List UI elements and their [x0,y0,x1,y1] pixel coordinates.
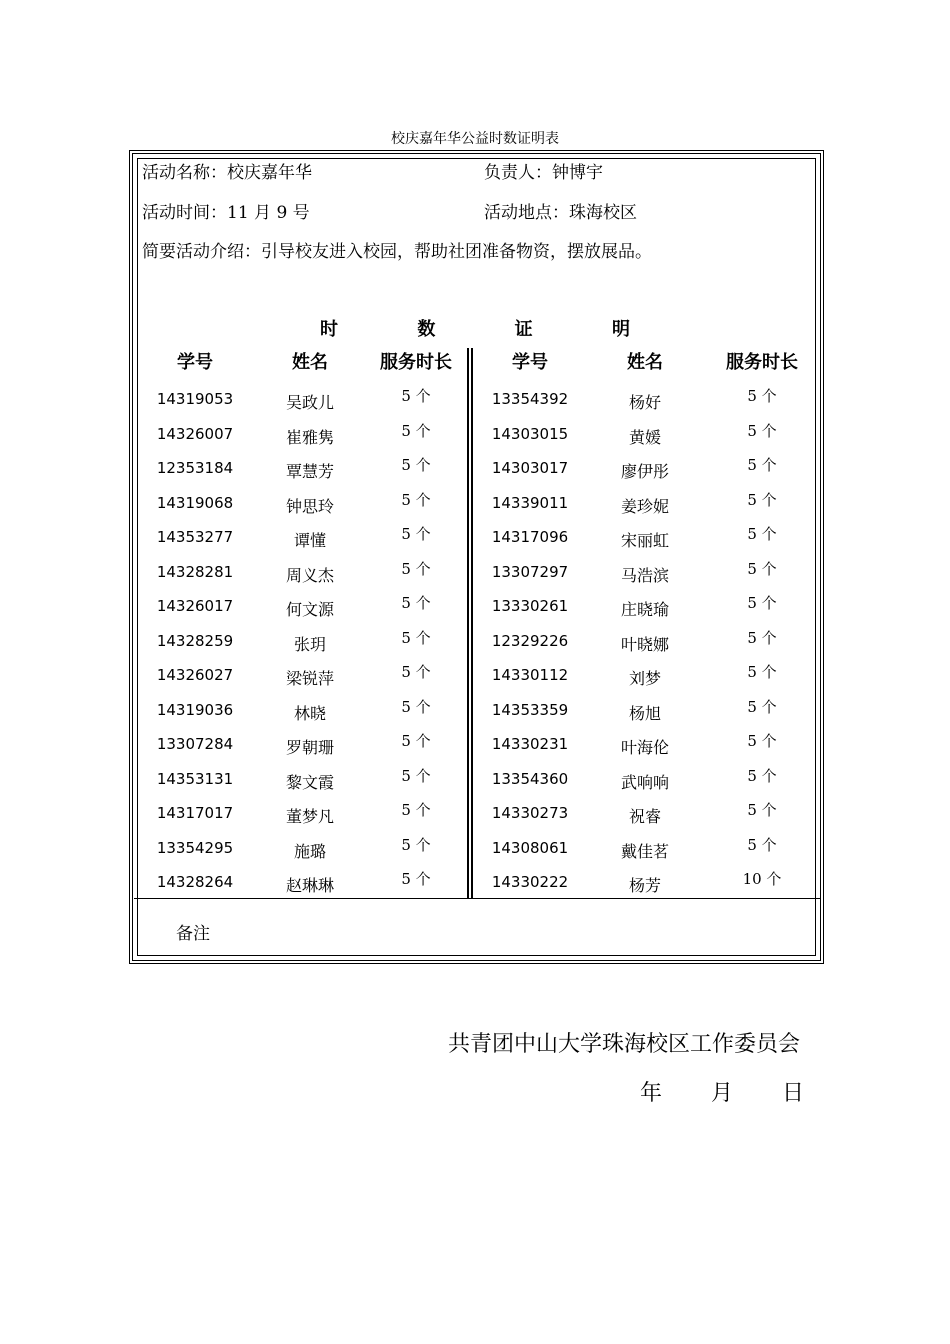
left-row-student-id: 13307284 [156,735,234,753]
section-title-char: 数 [417,319,436,340]
left-row-student-name: 黎文霞 [285,772,334,792]
left-row-student-id: 14319036 [156,700,234,719]
right-row-student-id: 14308061 [491,838,569,857]
date-day: 日 [782,1081,805,1106]
activity-name: 活动名称：校庆嘉年华 [142,163,312,183]
right-row-student-name: 杨好 [628,393,661,412]
left-row-student-id: 14328281 [156,562,234,581]
left-header-hours: 服务时长 [380,352,452,373]
right-row-service-hours: 5 个 [747,766,777,785]
section-title-char: 明 [611,319,630,340]
right-row-student-id: 14317096 [491,528,569,546]
section-title [320,315,630,341]
right-row-service-hours: 5 个 [747,628,777,647]
leader: 负责人：钟博宇 [484,163,603,183]
left-row-student-id: 14353131 [156,769,234,788]
right-row-student-name: 庄晓瑜 [620,600,669,619]
remark-divider [134,898,820,899]
right-row-student-id: 13354360 [491,769,569,788]
document-title: 校庆嘉年华公益时数证明表 [391,131,559,147]
right-row-student-name: 杨芳 [628,876,661,895]
left-row-student-name: 周义杰 [285,565,334,585]
date-month: 月 [711,1081,734,1106]
right-header-name: 姓名 [627,352,663,373]
left-row-student-name: 施璐 [293,841,326,861]
left-row-service-hours: 5 个 [401,697,431,716]
left-row-student-name: 覃慧芳 [285,462,334,481]
left-header-name: 姓名 [292,352,328,373]
right-row-service-hours: 5 个 [747,697,777,716]
frame-inner-border [137,158,816,956]
left-row-student-name: 赵琳琳 [285,876,334,895]
right-row-student-name: 刘梦 [628,669,661,688]
left-row-service-hours: 5 个 [401,801,431,819]
left-row-student-id: 14326007 [156,424,234,443]
section-title-char: 时 [320,319,338,340]
right-row-service-hours: 5 个 [747,456,777,474]
right-row-student-id: 13354392 [491,390,569,408]
remark-label: 备注 [176,924,210,944]
right-row-student-name: 廖伊彤 [620,462,669,481]
right-row-student-id: 14339011 [491,493,569,512]
activity-location: 活动地点：珠海校区 [484,203,637,223]
left-row-service-hours: 5 个 [401,594,431,612]
date-line [640,1076,804,1107]
left-row-student-name: 钟思玲 [285,496,334,516]
left-row-service-hours: 5 个 [401,387,431,405]
left-row-service-hours: 5 个 [401,421,431,440]
left-row-student-id: 14328264 [156,873,234,891]
right-row-student-name: 武响响 [620,772,669,792]
right-row-service-hours: 5 个 [747,490,777,509]
left-row-service-hours: 5 个 [401,456,431,474]
right-row-student-id: 14330231 [491,735,569,753]
right-row-student-id: 12329226 [491,631,569,650]
right-row-service-hours: 10 个 [742,870,782,888]
right-row-service-hours: 5 个 [747,732,777,750]
left-row-student-id: 14326017 [156,597,234,615]
right-row-student-name: 戴佳茗 [620,841,669,861]
left-row-student-name: 林晓 [293,703,326,723]
left-row-service-hours: 5 个 [401,559,431,578]
right-row-student-id: 13307297 [491,562,569,581]
right-row-service-hours: 5 个 [747,835,777,854]
right-row-service-hours: 5 个 [747,801,777,819]
left-row-service-hours: 5 个 [401,663,431,681]
activity-intro: 简要活动介绍：引导校友进入校园，帮助社团准备物资，摆放展品。 [142,242,652,262]
right-row-student-name: 叶晓娜 [620,634,669,654]
right-row-student-name: 叶海伦 [620,738,669,757]
left-row-student-name: 谭懂 [293,531,326,550]
right-row-student-id: 13330261 [491,597,569,615]
left-row-student-id: 14326027 [156,666,234,684]
right-row-student-id: 14353359 [491,700,569,719]
right-header-hours: 服务时长 [726,352,798,373]
left-row-student-id: 14353277 [156,528,234,546]
left-row-student-name: 梁锐萍 [285,669,334,688]
right-row-student-name: 姜珍妮 [620,496,669,516]
left-row-service-hours: 5 个 [401,628,431,647]
right-row-student-id: 14303017 [491,459,569,477]
left-row-student-name: 董梦凡 [285,807,334,826]
right-row-student-name: 宋丽虹 [620,531,669,550]
left-row-service-hours: 5 个 [401,490,431,509]
date-year: 年 [640,1081,663,1106]
left-row-student-id: 14317017 [156,804,234,822]
activity-time: 活动时间：11 月 9 号 [142,203,310,223]
left-row-student-id: 12353184 [156,459,234,477]
left-row-student-name: 吴政儿 [285,393,334,412]
right-row-service-hours: 5 个 [747,594,777,612]
left-row-service-hours: 5 个 [401,835,431,854]
left-header-id: 学号 [177,352,213,373]
left-row-student-id: 14319053 [156,390,234,408]
right-header-id: 学号 [512,352,548,373]
left-row-student-name: 罗朝珊 [285,738,334,757]
left-row-student-name: 何文源 [285,600,334,619]
left-row-student-name: 张玥 [293,634,326,654]
left-row-student-id: 14328259 [156,631,234,650]
issuing-organization: 共青团中山大学珠海校区工作委员会 [448,1032,801,1057]
right-row-service-hours: 5 个 [747,421,777,440]
right-row-student-id: 14303015 [491,424,569,443]
right-row-student-name: 马浩滨 [620,565,669,585]
left-row-service-hours: 5 个 [401,732,431,750]
left-row-student-id: 13354295 [156,838,234,857]
left-row-service-hours: 5 个 [401,525,431,543]
left-row-service-hours: 5 个 [401,766,431,785]
left-row-student-id: 14319068 [156,493,234,512]
section-title-char: 证 [514,319,533,340]
right-row-student-id: 14330273 [491,804,569,822]
left-row-student-name: 崔雅隽 [285,427,334,447]
column-divider [467,348,473,899]
right-row-student-name: 黄媛 [628,427,661,447]
right-row-service-hours: 5 个 [747,663,777,681]
right-row-service-hours: 5 个 [747,525,777,543]
left-row-service-hours: 5 个 [401,870,431,888]
right-row-service-hours: 5 个 [747,559,777,578]
right-row-service-hours: 5 个 [747,387,777,405]
right-row-student-id: 14330112 [491,666,569,684]
right-row-student-id: 14330222 [491,873,569,891]
right-row-student-name: 祝睿 [628,807,661,826]
right-row-student-name: 杨旭 [628,703,661,723]
